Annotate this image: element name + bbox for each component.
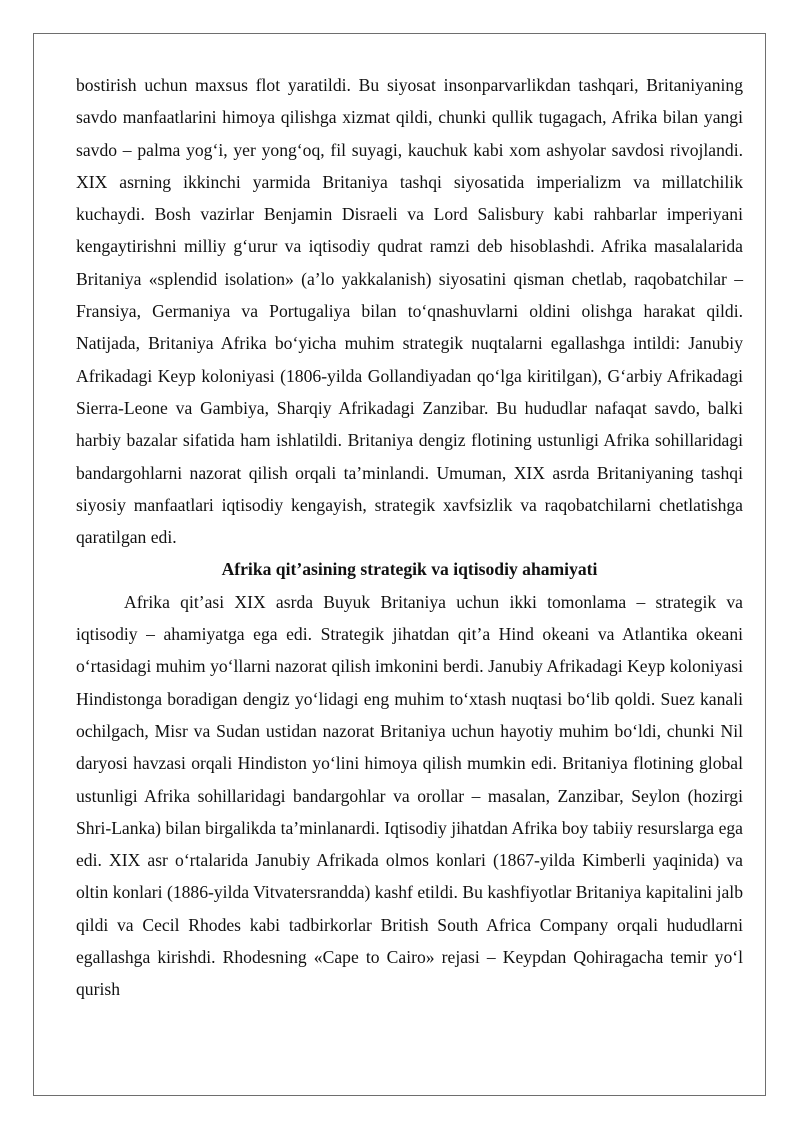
body-paragraph: Afrika qit’asi XIX asrda Buyuk Britaniya uchun ikki tomonlama – strategik va iqtisodiy – ahamiyatga ega edi. Strategik jihatdan qit’a Hind okeani va Atlantika okeani o‘rtasidagi muhim yo‘llarni nazorat qilish imkonini berdi. Janubiy Afrikadagi Keyp koloniyasi Hindistonga boradigan dengiz yo‘lidagi eng muhim to‘xtash nuqtasi bo‘lib qoldi. Suez kanali ochilgach, Misr va Sudan ustidan nazorat Britaniya uchun hayotiy muhim bo‘ldi, chunki Nil daryosi havzasi orqali Hindiston yo‘lini himoya qilish mumkin edi. Britaniya flotining global ustunligi Afrika sohillaridagi bandargohlar va orollar – masalan, Zanzibar, Seylon (hozirgi Shri-Lanka) bilan birgalikda ta’minlanardi. Iqtisodiy jihatdan Afrika boy tabiiy resurslarga ega edi. XIX asr o‘rtalarida Janubiy Afrikada olmos konlari (1867-yilda Kimberli yaqinida) va oltin konlari (1886-yilda Vitvatersrandda) kashf etildi. Bu kashfiyotlar Britaniya kapitalini jalb qildi va Cecil Rhodes kabi tadbirkorlar British South Africa Company orqali hududlarni egallashga kirishdi. Rhodesning «Cape to Cairo» rejasi – Keypdan Qohiragacha temir yo‘l qurish <box>76 591 743 1000</box>
section-heading: Afrika qit’asining strategik va iqtisodiy ahamiyati <box>221 559 598 580</box>
body-paragraph: bostirish uchun maxsus flot yaratildi. Bu siyosat insonparvarlikdan tashqari, Britaniyaning savdo manfaatlarini himoya qilishga xizmat qildi, chunki qullik tugagach, Afrika bilan yangi savdo – palma yog‘i, yer yong‘oq, fil suyagi, kauchuk kabi xom ashyolar savdosi rivojlandi. XIX asrning ikkinchi yarmida Britaniya tashqi siyosatida imperializm va millatchilik kuchaydi. Bosh vazirlar Benjamin Disraeli va Lord Salisbury kabi rahbarlar imperiyani kengaytirishni milliy g‘urur va iqtisodiy qudrat ramzi deb hisoblashdi. Afrika masalalarida Britaniya «splendid isolation» (a’lo yakkalanish) siyosatini qisman chetlab, raqobatchilar – Fransiya, Germaniya va Portugaliya bilan to‘qnashuvlarni oldini olishga harakat qildi. Natijada, Britaniya Afrika bo‘yicha muhim strategik nuqtalarni egallashga intildi: Janubiy Afrikadagi Keyp koloniyasi (1806-yilda Gollandiyadan qo‘lga kiritilgan), G‘arbiy Afrikadagi Sierra-Leone va Gambiya, Sharqiy Afrikadagi Zanzibar. Bu hududlar nafaqat savdo, balki harbiy bazalar sifatida ham ishlatildi. Britaniya dengiz flotining ustunligi Afrika sohillaridagi bandargohlarni nazorat qilish orqali ta’minlandi. Umuman, XIX asrda Britaniyaning tashqi siyosiy manfaatlari iqtisodiy kengayish, strategik xavfsizlik va raqobatchilarni chetlatishga qaratilgan edi. <box>76 75 743 548</box>
document-body <box>76 69 743 1006</box>
